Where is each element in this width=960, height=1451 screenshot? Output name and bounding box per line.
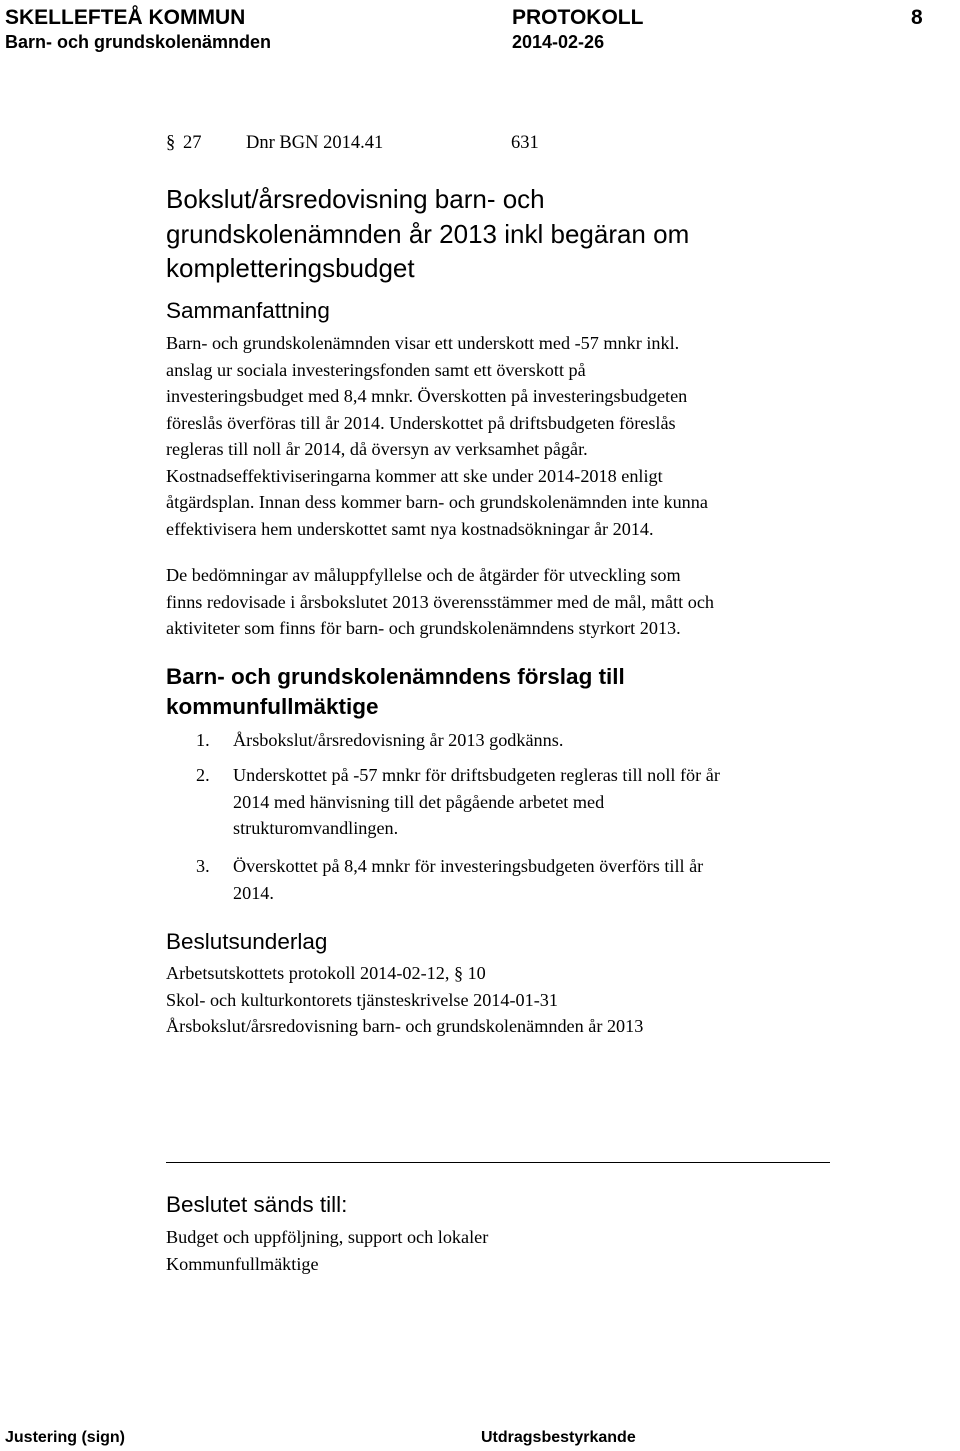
title-line: Bokslut/årsredovisning barn- och	[166, 184, 545, 214]
summary-heading: Sammanfattning	[166, 298, 330, 323]
text-line: investeringsbudget med 8,4 mnkr. Överskotten på investeringsbudgeten	[166, 386, 688, 406]
text-line: Skol- och kulturkontorets tjänsteskrivelse 2014-01-31	[166, 989, 558, 1010]
text-line: Budget och uppföljning, support och lokaler	[166, 1227, 489, 1247]
text-line: De bedömningar av måluppfyllelse och de åtgärder för utveckling som	[166, 565, 681, 585]
summary-paragraph-2	[166, 562, 886, 642]
meeting-date: 2014-02-26	[512, 32, 605, 52]
summary-section	[166, 296, 886, 326]
separator-line	[166, 1162, 830, 1163]
organization-name: SKELLEFTEÅ KOMMUN	[5, 6, 246, 29]
distribution-section	[166, 1190, 886, 1220]
item-text-line: 2014.	[233, 882, 274, 903]
document-type: PROTOKOLL	[512, 6, 644, 29]
decision-basis-heading: Beslutsunderlag	[166, 929, 328, 954]
proposal-heading	[166, 662, 886, 722]
text-line: effektivisera hem underskottet samt nya kostnadsökningar år 2014.	[166, 518, 654, 539]
committee-name: Barn- och grundskolenämnden	[5, 32, 272, 52]
page-title	[166, 182, 886, 286]
certification-label: Utdragsbestyrkande	[481, 1429, 636, 1446]
title-line: grundskolenämnden år 2013 inkl begäran om	[166, 218, 690, 249]
decision-basis-section	[166, 927, 886, 957]
item-text-line: Överskottet på 8,4 mnkr för investeringsbudgeten överförs till år	[233, 856, 704, 876]
item-number: 2.	[196, 765, 210, 785]
text-line: Kommunfullmäktige	[166, 1253, 319, 1274]
text-line: anslag ur sociala investeringsfonden samt ett överskott på	[166, 359, 586, 380]
text-line: regleras till noll år 2014, då översyn av verksamhet pågår.	[166, 439, 588, 459]
signature-label: Justering (sign)	[5, 1429, 126, 1446]
item-text-line: Underskottet på -57 mnkr för driftsbudgeten regleras till noll för år	[233, 765, 720, 785]
text-line: Kostnadseffektiviseringarna kommer att ske under 2014-2018 enligt	[166, 465, 663, 486]
text-line: aktiviteter som finns för barn- och grundskolenämndens styrkort 2013.	[166, 618, 681, 638]
diary-number: Dnr BGN 2014.41	[246, 133, 384, 153]
item-text-line: strukturomvandlingen.	[233, 818, 399, 838]
archive-code: 631	[511, 133, 539, 153]
item-text-line: 2014 med hänvisning till det pågående arbetet med	[233, 791, 605, 812]
text-line: föreslås överföras till år 2014. Underskottet på driftsbudgeten föreslås	[166, 412, 676, 433]
heading-line: kommunfullmäktige	[166, 694, 379, 719]
item-number: 1.	[196, 730, 210, 750]
decision-basis-list	[166, 960, 886, 1040]
section-symbol: §	[166, 133, 176, 153]
text-line: Arbetsutskottets protokoll 2014-02-12, § 10	[166, 963, 486, 983]
distribution-heading: Beslutet sänds till:	[166, 1192, 348, 1217]
heading-line: Barn- och grundskolenämndens förslag till	[166, 664, 625, 689]
section-number: 27	[183, 133, 202, 153]
text-line: åtgärdsplan. Innan dess kommer barn- och grundskolenämnden inte kunna	[166, 492, 708, 512]
text-line: Årsbokslut/årsredovisning barn- och grundskolenämnden år 2013	[166, 1016, 644, 1036]
text-line: Barn- och grundskolenämnden visar ett underskott med -57 mnkr inkl.	[166, 333, 680, 353]
distribution-list	[166, 1224, 886, 1277]
text-line: finns redovisade i årsbokslutet 2013 överensstämmer med de mål, mått och	[166, 591, 715, 612]
item-number: 3.	[196, 856, 210, 876]
summary-paragraph-1	[166, 330, 886, 542]
page-number: 8	[911, 6, 923, 29]
title-line: kompletteringsbudget	[166, 253, 415, 283]
item-text-line: Årsbokslut/årsredovisning år 2013 godkänns.	[233, 730, 564, 750]
